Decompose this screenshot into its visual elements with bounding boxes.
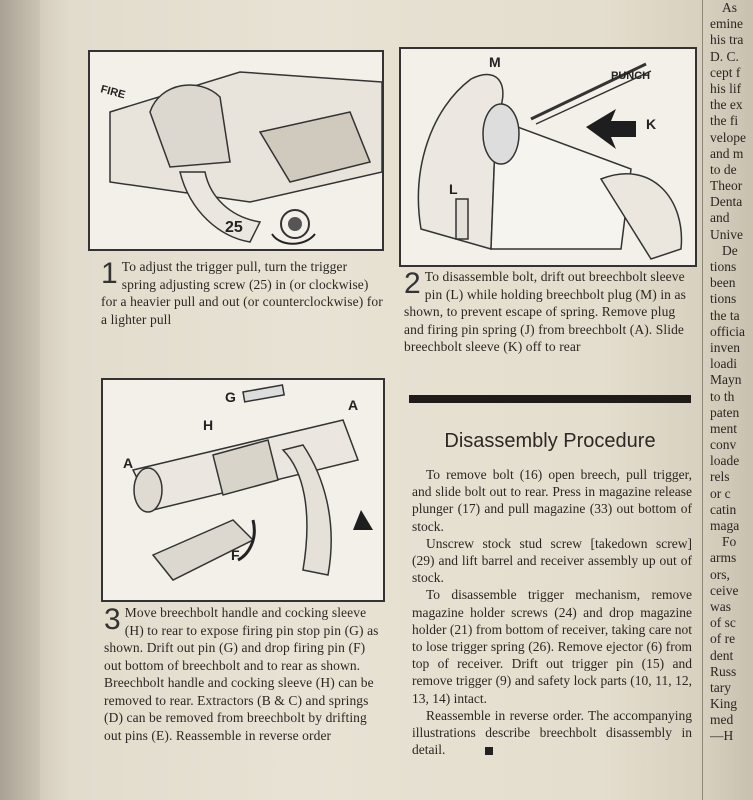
right-column-line: Unive <box>710 226 743 242</box>
figure-2-label-m: M <box>489 54 501 70</box>
body-paragraph: Unscrew stock stud screw [takedown screw] (29) and lift barrel and receiver assembly up out of stock. <box>412 535 692 586</box>
right-column-line: loadi <box>710 356 737 372</box>
right-column-line: ceive <box>710 582 739 598</box>
right-column-line: paten <box>710 404 740 420</box>
figure-3-label-a-left: A <box>123 455 134 471</box>
figure-1-trigger-adjust <box>88 50 384 251</box>
right-column-line: arms <box>710 550 737 566</box>
body-paragraph: To remove bolt (16) open breech, pull trigger, and slide bolt out to rear. Press in magazine release plunger (17) and pull magazine (33) out bottom of stock. <box>412 467 692 534</box>
page-gutter <box>0 0 40 800</box>
right-column-line: med <box>710 712 734 728</box>
right-column-line: tions <box>710 291 737 307</box>
body-paragraph-text: Reassemble in reverse order. The accompanying illustrations describe breechbolt disassembly in detail. <box>412 707 692 758</box>
caption-2 <box>404 268 692 356</box>
right-column-line: Russ <box>710 663 737 679</box>
right-column-line: was <box>710 598 731 614</box>
right-column-line: inven <box>710 339 740 355</box>
column-divider <box>702 0 703 800</box>
right-column-line: emine <box>710 16 743 32</box>
caption-3-number: 3 <box>104 603 121 636</box>
right-column-line: D. C. <box>710 48 739 64</box>
right-column-line: As <box>722 0 738 15</box>
caption-3-text: Move breechbolt handle and cocking sleeve (H) to rear to expose firing pin stop pin (G) as shown. Drift out pin (G) and drop firing pin (F) out bottom of breechbolt and to rear as shown. Breechbolt handle and cocking sleeve (H) can be removed to rear. Extractors (B & C) and springs (D) can be removed from breechbolt by drifting out pins (E). Reassemble in reverse order <box>104 605 379 743</box>
right-column-line: loade <box>710 453 740 469</box>
right-column-line: the ex <box>710 97 743 113</box>
right-column-line: Mayn <box>710 372 742 388</box>
right-column-line: or c <box>710 485 731 501</box>
right-column-line: dent <box>710 647 734 663</box>
right-column-line: the fi <box>710 113 739 129</box>
figure-3-label-h: H <box>203 417 214 433</box>
right-column-line: his lif <box>710 80 742 96</box>
figure-1-label-fire: FIRE <box>99 83 127 102</box>
right-column-line: tions <box>710 259 737 274</box>
right-column-line: his tra <box>710 32 744 48</box>
figure-3-label-f: F <box>231 547 240 563</box>
right-column-line: been <box>710 275 736 291</box>
figure-2-label-punch: PUNCH <box>611 70 651 82</box>
section-body <box>412 466 692 758</box>
caption-2-number: 2 <box>404 267 421 300</box>
right-column-line: officia <box>710 323 745 339</box>
caption-3 <box>104 604 386 744</box>
figure-1-label-25: 25 <box>225 219 243 236</box>
right-column-line: ment <box>710 420 737 436</box>
right-column-line: of re <box>710 631 736 647</box>
right-column-line: to de <box>710 161 737 177</box>
right-column-line: Fo <box>722 534 737 550</box>
right-column-line: maga <box>710 518 740 533</box>
figure-2-illustration <box>401 49 695 265</box>
right-column-line: King <box>710 696 737 712</box>
right-column-line: catin <box>710 501 737 517</box>
figure-3-label-g: G <box>225 389 236 405</box>
right-column-text <box>710 0 753 800</box>
figure-1-illustration <box>90 52 382 249</box>
right-column-line: the ta <box>710 307 740 323</box>
right-column-line: Denta <box>710 194 743 210</box>
right-column-line: conv <box>710 437 737 453</box>
right-column-line: tary <box>710 679 731 695</box>
right-column-line: of sc <box>710 615 736 631</box>
body-paragraph: To disassemble trigger mechanism, remove magazine holder screws (24) and drop magazine holder (21) from bottom of receiver, taking care not to lose trigger spring (26). Remove ejector (6) from top of receiver. Drift out trigger pin (15) and remove trigger (9) and safety lock parts (10, 11, 12, 13, 14) intact. <box>412 587 692 706</box>
caption-1-number: 1 <box>101 257 118 290</box>
right-column-line: ors, <box>710 566 730 582</box>
right-column-line: cept f <box>710 64 741 80</box>
figure-2-label-l: L <box>449 181 458 197</box>
body-paragraph <box>412 707 692 759</box>
end-mark <box>485 747 493 755</box>
figure-3-illustration <box>103 380 383 600</box>
right-column-line: and <box>710 210 730 226</box>
caption-1-text: To adjust the trigger pull, turn the trigger spring adjusting screw (25) in (or clockwise) for a heavier pull and out (or counterclockwise) for a lighter pull <box>101 259 383 327</box>
figure-3-breechbolt <box>101 378 385 602</box>
right-column-line: velope <box>710 129 746 145</box>
caption-2-text: To disassemble bolt, drift out breechbolt sleeve pin (L) while holding breechbolt plug (M) in as shown, to prevent escape of spring. Remove plug and firing pin spring (J) from breechbolt (A). Slide breechbolt sleeve (K) off to rear <box>404 269 686 354</box>
section-divider-rule <box>409 395 691 403</box>
section-heading: Disassembly Procedure <box>444 430 656 452</box>
figure-2-bolt-disassembly <box>399 47 697 267</box>
right-column-line: —H <box>710 728 734 744</box>
right-column-line: Theor <box>710 178 743 194</box>
caption-1 <box>101 258 383 328</box>
figure-2-label-k: K <box>646 116 657 132</box>
right-column-line: to th <box>710 388 735 404</box>
right-column-line: rels <box>710 469 730 485</box>
figure-3-label-a-top: A <box>348 397 359 413</box>
right-column-line: and m <box>710 145 744 161</box>
right-column-line: De <box>722 242 738 258</box>
